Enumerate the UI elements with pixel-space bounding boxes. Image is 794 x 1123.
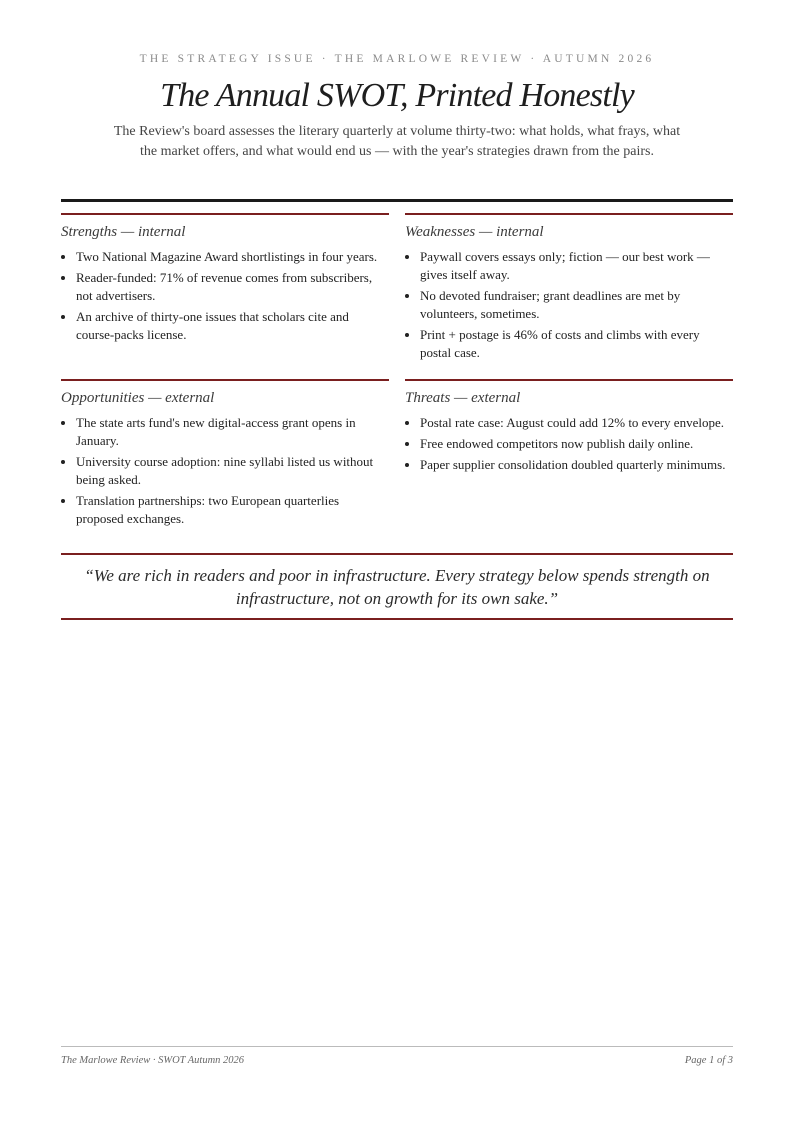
page-title: The Annual SWOT, Printed Honestly bbox=[160, 77, 634, 114]
page bbox=[61, 0, 733, 1123]
list-item: • Print + postage is 46% of costs and climbs with every postal case. bbox=[420, 326, 733, 362]
list-item: • The state arts fund's new digital-access grant opens in January. bbox=[76, 414, 389, 450]
list-item: • Reader-funded: 71% of revenue comes from subscribers, not advertisers. bbox=[76, 269, 389, 305]
strengths-quadrant bbox=[61, 213, 389, 347]
list-item: • Paywall covers essays only; fiction — our best work — gives itself away. bbox=[420, 248, 733, 284]
footer-divider bbox=[61, 1046, 733, 1047]
list-item: • University course adoption: nine syllabi listed us without being asked. bbox=[76, 453, 389, 489]
list-item: • Paper supplier consolidation doubled quarterly minimums. bbox=[420, 456, 733, 474]
strengths-heading: Strengths — internal bbox=[61, 224, 186, 240]
header-divider bbox=[61, 199, 733, 202]
opportunities-quadrant bbox=[61, 379, 389, 531]
list-item: • Two National Magazine Award shortlistings in four years. bbox=[76, 248, 389, 266]
list-item: • Translation partnerships: two European quarterlies proposed exchanges. bbox=[76, 492, 389, 528]
page-number: Page 1 of 3 bbox=[684, 1055, 733, 1066]
list-item: • No devoted fundraiser; grant deadlines are met by volunteers, sometimes. bbox=[420, 287, 733, 323]
opportunities-list bbox=[61, 414, 389, 528]
opportunities-heading: Opportunities — external bbox=[61, 390, 215, 406]
issue-kicker: THE STRATEGY ISSUE · THE MARLOWE REVIEW · AUTUMN 2026 bbox=[139, 53, 655, 65]
threats-list bbox=[405, 414, 733, 474]
weaknesses-list bbox=[405, 248, 733, 362]
weaknesses-heading: Weaknesses — internal bbox=[405, 224, 544, 240]
pull-quote-bottom-rule bbox=[61, 618, 733, 620]
list-item: • Free endowed competitors now publish daily online. bbox=[420, 435, 733, 453]
footer-publication: The Marlowe Review · SWOT Autumn 2026 bbox=[61, 1055, 245, 1066]
weaknesses-quadrant bbox=[405, 213, 733, 365]
page-dek: The Review's board assesses the literary quarterly at volume thirty-two: what holds, what frays, what the market offers, and what would end us — with the year's strategies drawn from the pairs. bbox=[113, 124, 681, 159]
strengths-list bbox=[61, 248, 389, 344]
pull-quote-top-rule bbox=[61, 553, 733, 555]
list-item: • Postal rate case: August could add 12% to every envelope. bbox=[420, 414, 733, 432]
threats-heading: Threats — external bbox=[405, 390, 521, 406]
threats-quadrant bbox=[405, 379, 733, 477]
pull-quote: “We are rich in readers and poor in infrastructure. Every strategy below spends strength on infrastructure, not on growth for its own sake.” bbox=[84, 566, 710, 608]
list-item: • An archive of thirty-one issues that scholars cite and course-packs license. bbox=[76, 308, 389, 344]
